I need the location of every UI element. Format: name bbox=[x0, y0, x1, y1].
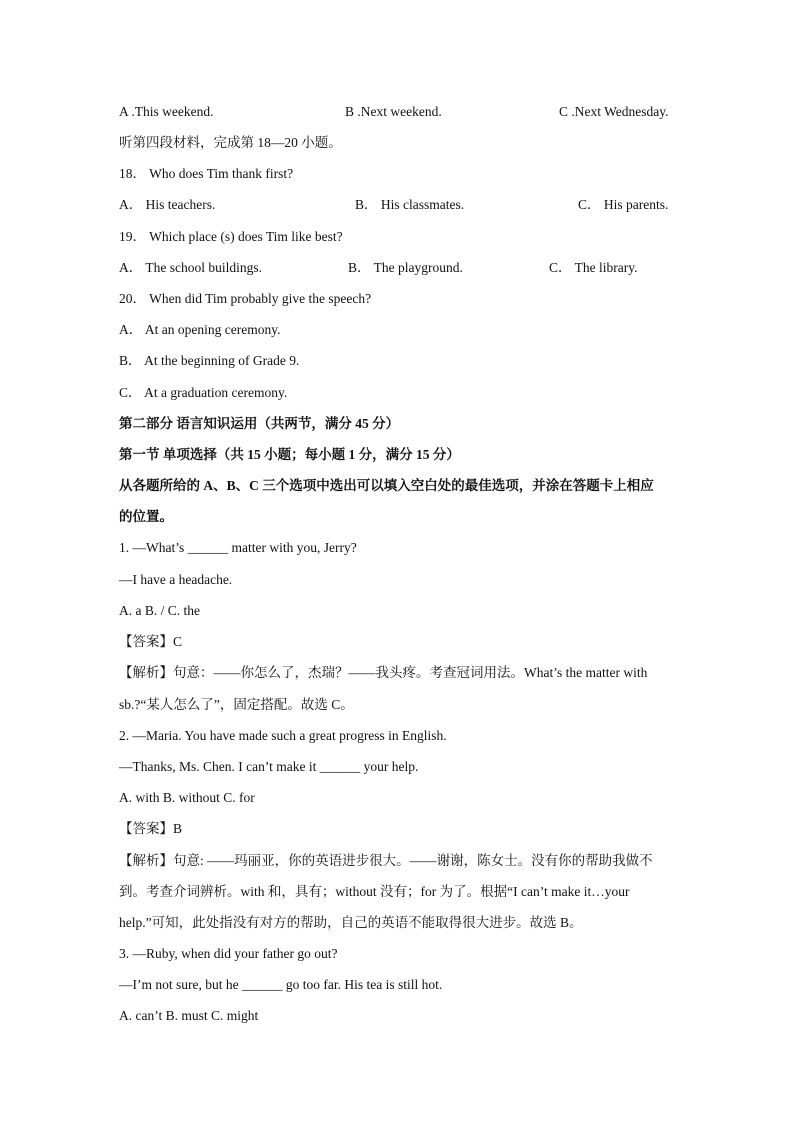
part2-heading: 第二部分 语言知识运用（共两节，满分 45 分） bbox=[119, 416, 400, 431]
mc1-analysis-line-1: 【解析】句意：——你怎么了，杰瑞？——我头疼。考查冠词用法。What’s the matter with bbox=[119, 665, 648, 680]
q18-option-c: C． His parents. bbox=[578, 197, 669, 212]
mc1-answer: 【答案】C bbox=[119, 634, 183, 649]
mc1-question: 1. —What’s ______ matter with you, Jerry? bbox=[119, 540, 357, 555]
mc2-options: A. with B. without C. for bbox=[119, 790, 255, 805]
mc3-options: A. can’t B. must C. might bbox=[119, 1008, 259, 1023]
mc2-analysis-line-2: 到。考查介词辨析。with 和，具有；without 没有；for 为了。根据“I can’t make it…your bbox=[119, 884, 630, 899]
q20-option-a: A． At an opening ceremony. bbox=[119, 322, 281, 337]
q19-option-c: C． The library. bbox=[549, 260, 638, 275]
q18-option-a: A． His teachers. bbox=[119, 197, 216, 212]
mc2-analysis-line-1: 【解析】句意: ——玛丽亚，你的英语进步很大。——谢谢，陈女士。没有你的帮助我做不 bbox=[119, 853, 653, 868]
mc3-reply: —I’m not sure, but he ______ go too far. His tea is still hot. bbox=[119, 977, 443, 992]
mc2-question: 2. —Maria. You have made such a great progress in English. bbox=[119, 728, 447, 743]
mc2-analysis-line-3: help.”可知，此处指没有对方的帮助，自己的英语不能取得很大进步。故选 B。 bbox=[119, 915, 583, 930]
q17-option-a: A .This weekend. bbox=[119, 104, 214, 119]
section4-intro: 听第四段材料，完成第 18—20 小题。 bbox=[119, 135, 342, 150]
q17-option-c: C .Next Wednesday. bbox=[559, 104, 669, 119]
mc1-analysis-line-2: sb.?“某人怎么了”，固定搭配。故选 C。 bbox=[119, 697, 354, 712]
q20-option-c: C． At a graduation ceremony. bbox=[119, 385, 288, 400]
q20-stem: 20． When did Tim probably give the speech? bbox=[119, 291, 372, 306]
q18-option-b: B． His classmates. bbox=[355, 197, 465, 212]
q18-stem: 18． Who does Tim thank first? bbox=[119, 166, 294, 181]
q19-options bbox=[119, 258, 679, 278]
q19-option-b: B． The playground. bbox=[348, 260, 463, 275]
q17-options bbox=[119, 102, 679, 122]
q20-option-b: B． At the beginning of Grade 9. bbox=[119, 353, 300, 368]
mc1-options: A. a B. / C. the bbox=[119, 603, 200, 618]
q19-option-a: A． The school buildings. bbox=[119, 260, 262, 275]
q19-stem: 19． Which place (s) does Tim like best? bbox=[119, 229, 343, 244]
mc1-reply: —I have a headache. bbox=[119, 572, 233, 587]
q18-options bbox=[119, 195, 679, 215]
instruction-line-2: 的位置。 bbox=[119, 509, 173, 524]
mc3-question: 3. —Ruby, when did your father go out? bbox=[119, 946, 338, 961]
q17-option-b: B .Next weekend. bbox=[345, 104, 442, 119]
mc2-reply: —Thanks, Ms. Chen. I can’t make it ______ your help. bbox=[119, 759, 419, 774]
instruction-line-1: 从各题所给的 A、B、C 三个选项中选出可以填入空白处的最佳选项，并涂在答题卡上相应 bbox=[119, 478, 654, 493]
section1-heading: 第一节 单项选择（共 15 小题；每小题 1 分，满分 15 分） bbox=[119, 447, 460, 462]
mc2-answer: 【答案】B bbox=[119, 821, 183, 836]
